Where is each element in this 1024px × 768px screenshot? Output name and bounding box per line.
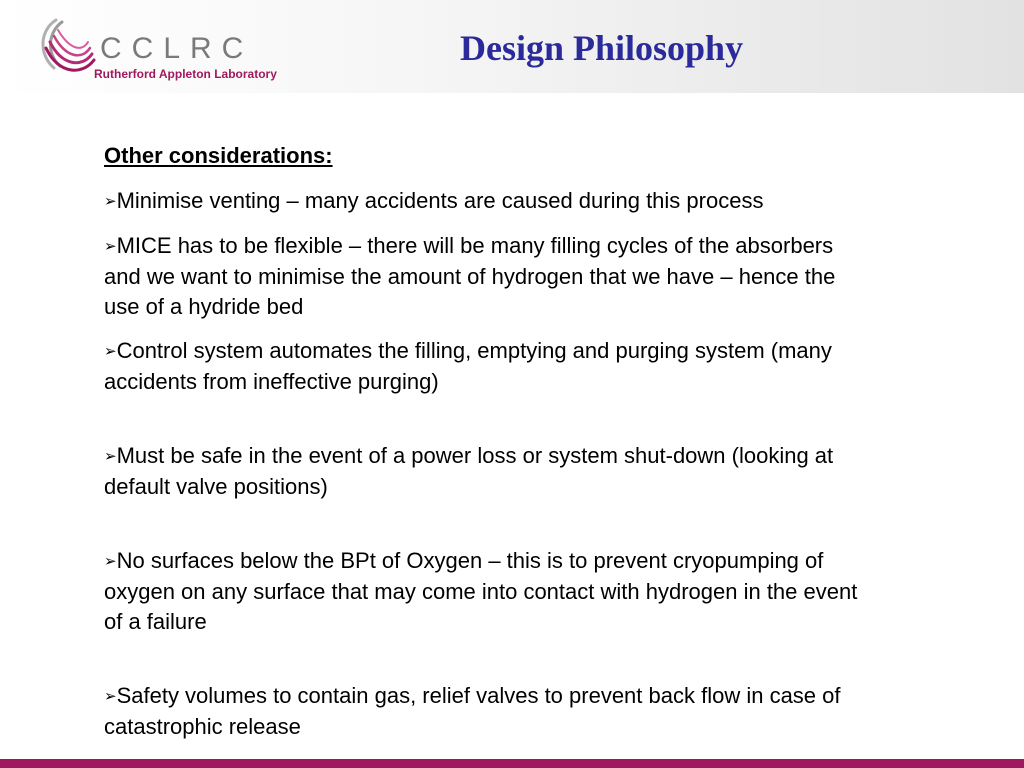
arrowhead-bullet-icon: ➢ (104, 343, 117, 360)
bullet-item (104, 336, 874, 397)
bullet-item (104, 441, 874, 502)
bullet-text: Must be safe in the event of a power loss or system shut-down (looking at default valve positions) (104, 443, 834, 499)
logo-wordmark: CCLRC (100, 32, 254, 65)
bullet-item (104, 546, 874, 637)
bullet-text: Minimise venting – many accidents are caused during this process (116, 188, 764, 213)
arrowhead-bullet-icon: ➢ (104, 553, 117, 570)
bullet-text: Control system automates the filling, emptying and purging system (many accidents from ineffective purging) (104, 338, 832, 394)
cclrc-logo (36, 14, 286, 86)
bullet-item (104, 681, 874, 742)
bullet-text: Safety volumes to contain gas, relief valves to prevent back flow in case of catastrophic release (104, 683, 841, 739)
slide-body (104, 141, 874, 756)
bullet-text: No surfaces below the BPt of Oxygen – this is to prevent cryopumping of oxygen on any surface that may come into contact with hydrogen in the event of a failure (104, 548, 858, 634)
bullet-text: MICE has to be flexible – there will be many filling cycles of the absorbers and we want to minimise the amount of hydrogen that we have – hence the use of a hydride bed (104, 233, 836, 319)
section-heading: Other considerations: (104, 143, 333, 168)
slide-title: Design Philosophy (460, 28, 744, 68)
bullet-item (104, 231, 874, 322)
swirl-logo-icon (36, 14, 98, 80)
bullet-item (104, 186, 874, 217)
arrowhead-bullet-icon: ➢ (104, 688, 117, 705)
logo-subtitle: Rutherford Appleton Laboratory (94, 67, 277, 81)
arrowhead-bullet-icon: ➢ (104, 193, 117, 210)
slide-header (0, 0, 1024, 93)
arrowhead-bullet-icon: ➢ (104, 238, 117, 255)
arrowhead-bullet-icon: ➢ (104, 448, 117, 465)
footer-accent-bar (0, 759, 1024, 768)
